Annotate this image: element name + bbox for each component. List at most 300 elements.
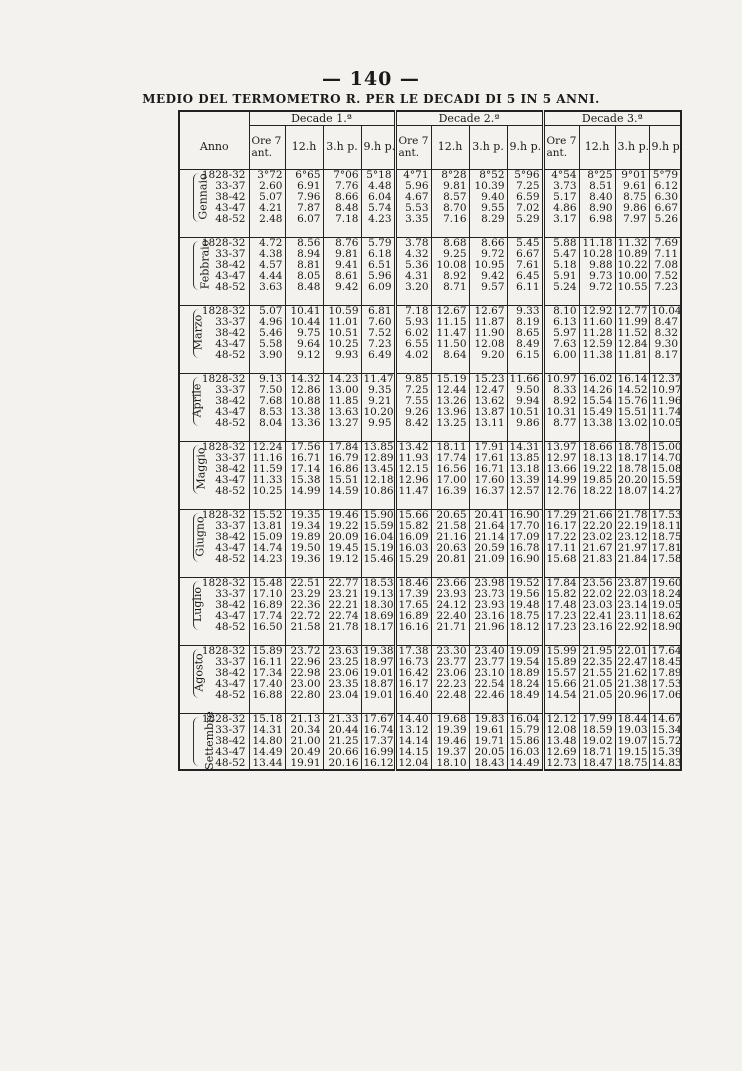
value-cell: 17.48	[543, 600, 579, 611]
value-cell: 18.17	[361, 622, 395, 633]
table-row	[179, 725, 681, 736]
value-cell: 5.17	[543, 192, 579, 203]
value-cell: 6.04	[361, 192, 395, 203]
value-cell: 15.08	[649, 464, 681, 475]
value-cell: 6.07	[285, 214, 323, 225]
table-row	[179, 713, 681, 725]
value-cell: 7.18	[323, 214, 361, 225]
value-cell: 7.08	[649, 260, 681, 271]
value-cell: 23.35	[323, 679, 361, 690]
table-row	[179, 758, 681, 770]
value-cell: 7.52	[361, 328, 395, 339]
value-cell: 17.74	[249, 611, 285, 622]
value-cell: 21.95	[579, 645, 615, 657]
value-cell: 23.30	[431, 645, 469, 657]
spacer-cell	[395, 429, 431, 442]
value-cell: 13.26	[431, 396, 469, 407]
value-cell: 13.96	[431, 407, 469, 418]
table-row	[179, 453, 681, 464]
table-row	[179, 475, 681, 486]
value-cell: 15.89	[543, 657, 579, 668]
value-cell: 6.12	[649, 181, 681, 192]
spacer-cell	[469, 361, 507, 374]
value-cell: 14.23	[323, 373, 361, 385]
table-row	[179, 736, 681, 747]
year-cell: 48-52	[215, 688, 246, 701]
spacer-cell	[395, 701, 431, 714]
value-cell: 22.54	[469, 679, 507, 690]
value-cell: 13.38	[579, 418, 615, 429]
value-cell: 21.78	[323, 622, 361, 633]
value-cell: 5.58	[249, 339, 285, 350]
spacer-cell	[469, 565, 507, 578]
value-cell: 17.37	[361, 736, 395, 747]
value-cell: 23.77	[469, 657, 507, 668]
table-row	[179, 509, 681, 521]
value-cell: 22.03	[615, 589, 649, 600]
spacer-cell	[431, 633, 469, 646]
value-cell: 6.13	[543, 317, 579, 328]
value-cell: 16.37	[469, 486, 507, 497]
value-cell: 3.90	[249, 350, 285, 361]
value-cell: 12.47	[469, 385, 507, 396]
value-cell: 23.63	[323, 645, 361, 657]
value-cell: 7.55	[395, 396, 431, 407]
value-cell: 19.39	[431, 725, 469, 736]
value-cell: 21.05	[579, 690, 615, 701]
value-cell: 19.02	[579, 736, 615, 747]
year-cell: 43-47	[215, 337, 246, 350]
value-cell: 9.73	[579, 271, 615, 282]
col-header-d1-2: 3.h p.	[323, 125, 361, 169]
value-cell: 5.07	[249, 305, 285, 317]
table-row	[179, 203, 681, 214]
value-cell: 9.93	[323, 350, 361, 361]
spacer-cell	[507, 633, 543, 646]
value-cell: 12.12	[543, 713, 579, 725]
spacer-cell	[395, 361, 431, 374]
value-cell: 19.15	[615, 747, 649, 758]
value-cell: 18.47	[579, 758, 615, 770]
value-cell: 15.72	[649, 736, 681, 747]
value-cell: 8.81	[285, 260, 323, 271]
value-cell: 12.76	[543, 486, 579, 497]
value-cell: 19.22	[323, 521, 361, 532]
col-header-d3-1: 12.h	[579, 125, 615, 169]
value-cell: 23.14	[615, 600, 649, 611]
value-cell: 18.22	[579, 486, 615, 497]
spacer-cell	[469, 293, 507, 306]
value-cell: 22.72	[285, 611, 323, 622]
value-cell: 7.23	[649, 282, 681, 293]
value-cell: 7.25	[395, 385, 431, 396]
value-cell: 11.50	[431, 339, 469, 350]
value-cell: 9.55	[469, 203, 507, 214]
value-cell: 16.74	[361, 725, 395, 736]
spacer-cell	[649, 701, 681, 714]
value-cell: 13.97	[543, 441, 579, 453]
spacer-cell	[395, 633, 431, 646]
value-cell: 9.81	[323, 249, 361, 260]
value-cell: 4°54	[543, 169, 579, 181]
value-cell: 17.58	[649, 554, 681, 565]
value-cell: 23.06	[323, 668, 361, 679]
year-cell: 43-47	[215, 745, 246, 758]
spacer-cell	[179, 633, 199, 646]
value-cell: 10.25	[323, 339, 361, 350]
value-cell: 21.78	[615, 509, 649, 521]
spacer-cell	[615, 361, 649, 374]
value-cell: 13.00	[323, 385, 361, 396]
year-cell: 38-42	[215, 734, 246, 747]
row-separator	[179, 225, 681, 238]
value-cell: 9.86	[507, 418, 543, 429]
month-label-cell	[179, 305, 205, 361]
value-cell: 22.47	[615, 657, 649, 668]
spacer-cell	[361, 293, 395, 306]
value-cell: 18.69	[361, 611, 395, 622]
value-cell: 23.98	[469, 577, 507, 589]
table-row	[179, 249, 681, 260]
month-label-cell	[179, 577, 205, 633]
value-cell: 18.43	[469, 758, 507, 770]
value-cell: 19.50	[285, 543, 323, 554]
value-cell: 20.44	[323, 725, 361, 736]
spacer-cell	[395, 225, 431, 238]
value-cell: 17.22	[543, 532, 579, 543]
spacer-cell	[615, 565, 649, 578]
table-row	[179, 554, 681, 565]
spacer-cell	[285, 293, 323, 306]
value-cell: 12.89	[361, 453, 395, 464]
value-cell: 11.99	[615, 317, 649, 328]
value-cell: 16.99	[361, 747, 395, 758]
value-cell: 7.11	[649, 249, 681, 260]
value-cell: 13.11	[469, 418, 507, 429]
spacer-cell	[199, 565, 249, 578]
value-cell: 8°52	[469, 169, 507, 181]
value-cell: 14.27	[649, 486, 681, 497]
spacer-cell	[179, 497, 199, 510]
table-row	[179, 521, 681, 532]
value-cell: 3.63	[249, 282, 285, 293]
value-cell: 14.80	[249, 736, 285, 747]
value-cell: 9.40	[469, 192, 507, 203]
table-row	[179, 657, 681, 668]
table-row	[179, 600, 681, 611]
value-cell: 16.71	[469, 464, 507, 475]
value-cell: 4.86	[543, 203, 579, 214]
value-cell: 12.67	[431, 305, 469, 317]
value-cell: 16.39	[431, 486, 469, 497]
value-cell: 15.79	[507, 725, 543, 736]
value-cell: 18.11	[649, 521, 681, 532]
value-cell: 13.25	[431, 418, 469, 429]
spacer-cell	[543, 293, 579, 306]
table-row	[179, 668, 681, 679]
value-cell: 22.98	[285, 668, 323, 679]
value-cell: 8.75	[615, 192, 649, 203]
value-cell: 8.65	[507, 328, 543, 339]
value-cell: 17.60	[469, 475, 507, 486]
value-cell: 13.85	[507, 453, 543, 464]
value-cell: 10.44	[285, 317, 323, 328]
value-cell: 22.21	[323, 600, 361, 611]
value-cell: 21.96	[469, 622, 507, 633]
value-cell: 16.03	[507, 747, 543, 758]
value-cell: 18.59	[579, 725, 615, 736]
value-cell: 12.97	[543, 453, 579, 464]
value-cell: 15.82	[395, 521, 431, 532]
spacer-cell	[323, 633, 361, 646]
year-cell: 48-52	[215, 620, 246, 633]
value-cell: 9.25	[431, 249, 469, 260]
year-cell: 43-47	[215, 541, 246, 554]
value-cell: 16.04	[361, 532, 395, 543]
value-cell: 17.11	[543, 543, 579, 554]
value-cell: 12.86	[285, 385, 323, 396]
value-cell: 16.16	[395, 622, 431, 633]
value-cell: 5.53	[395, 203, 431, 214]
row-separator	[179, 497, 681, 510]
spacer-cell	[323, 225, 361, 238]
value-cell: 18.53	[361, 577, 395, 589]
value-cell: 14.49	[507, 758, 543, 770]
table-row	[179, 328, 681, 339]
value-cell: 6.49	[361, 350, 395, 361]
value-cell: 12.92	[579, 305, 615, 317]
value-cell: 21.58	[285, 622, 323, 633]
year-cell: 38-42	[215, 326, 246, 339]
row-separator	[179, 361, 681, 374]
value-cell: 23.16	[469, 611, 507, 622]
value-cell: 15.51	[615, 407, 649, 418]
table-row	[179, 589, 681, 600]
value-cell: 9.42	[469, 271, 507, 282]
value-cell: 5.96	[361, 271, 395, 282]
spacer-cell	[199, 225, 249, 238]
spacer-cell	[285, 633, 323, 646]
value-cell: 22.02	[579, 589, 615, 600]
value-cell: 18.90	[649, 622, 681, 633]
value-cell: 21.33	[323, 713, 361, 725]
value-cell: 22.23	[431, 679, 469, 690]
value-cell: 7.63	[543, 339, 579, 350]
value-cell: 9.94	[507, 396, 543, 407]
value-cell: 14.52	[615, 385, 649, 396]
value-cell: 11.01	[323, 317, 361, 328]
value-cell: 17.29	[543, 509, 579, 521]
value-cell: 19.61	[469, 725, 507, 736]
value-cell: 18.71	[579, 747, 615, 758]
value-cell: 14.67	[649, 713, 681, 725]
value-cell: 17.65	[395, 600, 431, 611]
table-row	[179, 486, 681, 497]
year-cell: 38-42	[215, 394, 246, 407]
value-cell: 8.61	[323, 271, 361, 282]
value-cell: 19.54	[507, 657, 543, 668]
value-cell: 17.99	[579, 713, 615, 725]
spacer-cell	[615, 701, 649, 714]
value-cell: 4.96	[249, 317, 285, 328]
value-cell: 14.15	[395, 747, 431, 758]
year-cell: 43-47	[215, 201, 246, 214]
value-cell: 19.37	[431, 747, 469, 758]
table-row	[179, 645, 681, 657]
value-cell: 3.20	[395, 282, 431, 293]
spacer-cell	[361, 497, 395, 510]
decade-2-header: Decade 2.ª	[395, 111, 543, 125]
value-cell: 4.67	[395, 192, 431, 203]
value-cell: 11.87	[469, 317, 507, 328]
col-header-d2-1: 12.h	[431, 125, 469, 169]
value-cell: 10.22	[615, 260, 649, 271]
value-cell: 22.35	[579, 657, 615, 668]
value-cell: 12.18	[361, 475, 395, 486]
value-cell: 4.31	[395, 271, 431, 282]
value-cell: 17.70	[507, 521, 543, 532]
value-cell: 11.81	[615, 350, 649, 361]
month-name: Febbraio	[198, 239, 212, 290]
value-cell: 23.73	[469, 589, 507, 600]
value-cell: 23.93	[431, 589, 469, 600]
value-cell: 16.86	[323, 464, 361, 475]
value-cell: 11.15	[431, 317, 469, 328]
value-cell: 6.91	[285, 181, 323, 192]
spacer-cell	[323, 361, 361, 374]
value-cell: 9.72	[469, 249, 507, 260]
spacer-cell	[199, 429, 249, 442]
value-cell: 6.55	[395, 339, 431, 350]
value-cell: 11.32	[615, 237, 649, 249]
value-cell: 8.56	[285, 237, 323, 249]
value-cell: 14.23	[249, 554, 285, 565]
spacer-cell	[249, 361, 285, 374]
value-cell: 6.67	[649, 203, 681, 214]
year-cell: 1828-32	[199, 373, 249, 385]
value-cell: 10.51	[323, 328, 361, 339]
value-cell: 10.41	[285, 305, 323, 317]
value-cell: 15.51	[323, 475, 361, 486]
year-cell: 33-37	[215, 519, 246, 532]
spacer-cell	[249, 701, 285, 714]
spacer-cell	[179, 361, 199, 374]
value-cell: 22.41	[579, 611, 615, 622]
table-row	[179, 407, 681, 418]
spacer-cell	[431, 361, 469, 374]
value-cell: 12.73	[543, 758, 579, 770]
month-label-cell	[179, 373, 204, 429]
value-cell: 16.14	[615, 373, 649, 385]
value-cell: 19.71	[469, 736, 507, 747]
value-cell: 8.94	[285, 249, 323, 260]
value-cell: 5.79	[361, 237, 395, 249]
value-cell: 9.33	[507, 305, 543, 317]
value-cell: 23.25	[323, 657, 361, 668]
value-cell: 11.74	[649, 407, 681, 418]
spacer-cell	[579, 361, 615, 374]
value-cell: 5.46	[249, 328, 285, 339]
table-row	[179, 350, 681, 361]
spacer-cell	[199, 361, 249, 374]
brace-icon	[193, 581, 200, 630]
spacer-cell	[361, 225, 395, 238]
value-cell: 15.39	[649, 747, 681, 758]
year-cell: 33-37	[215, 723, 246, 736]
value-cell: 19.46	[323, 509, 361, 521]
table-row	[179, 317, 681, 328]
value-cell: 18.11	[431, 441, 469, 453]
value-cell: 21.62	[615, 668, 649, 679]
value-cell: 21.13	[285, 713, 323, 725]
value-cell: 13.18	[507, 464, 543, 475]
value-cell: 20.16	[323, 758, 361, 770]
decade-3-header: Decade 3.ª	[543, 111, 681, 125]
year-cell: 48-52	[215, 552, 246, 565]
value-cell: 8.71	[431, 282, 469, 293]
value-cell: 18.07	[615, 486, 649, 497]
value-cell: 13.36	[285, 418, 323, 429]
spacer-cell	[649, 293, 681, 306]
value-cell: 22.01	[615, 645, 649, 657]
value-cell: 8.76	[323, 237, 361, 249]
year-cell: 38-42	[215, 258, 246, 271]
value-cell: 23.11	[615, 611, 649, 622]
table-row	[179, 464, 681, 475]
value-cell: 19.91	[285, 758, 323, 770]
value-cell: 12.67	[469, 305, 507, 317]
spacer-cell	[323, 429, 361, 442]
spacer-cell	[361, 633, 395, 646]
spacer-cell	[649, 633, 681, 646]
brace-icon	[193, 649, 200, 698]
value-cell: 17.89	[649, 668, 681, 679]
col-header-d2-0: Ore 7 ant.	[395, 125, 431, 169]
table-row	[179, 214, 681, 225]
value-cell: 8.48	[285, 282, 323, 293]
month-label-cell	[179, 237, 212, 293]
value-cell: 10.39	[469, 181, 507, 192]
value-cell: 5°96	[507, 169, 543, 181]
value-cell: 17.53	[649, 679, 681, 690]
year-cell: 43-47	[215, 405, 246, 418]
year-cell: 33-37	[215, 451, 246, 464]
value-cell: 3.17	[543, 214, 579, 225]
value-cell: 11.52	[615, 328, 649, 339]
value-cell: 18.24	[507, 679, 543, 690]
value-cell: 15.52	[249, 509, 285, 521]
value-cell: 18.17	[615, 453, 649, 464]
spacer-cell	[507, 361, 543, 374]
value-cell: 5.96	[395, 181, 431, 192]
year-cell: 43-47	[215, 677, 246, 690]
value-cell: 19.38	[361, 645, 395, 657]
value-cell: 10.05	[649, 418, 681, 429]
value-cell: 19.35	[285, 509, 323, 521]
value-cell: 11.33	[249, 475, 285, 486]
value-cell: 21.25	[323, 736, 361, 747]
value-cell: 13.87	[469, 407, 507, 418]
value-cell: 19.68	[431, 713, 469, 725]
year-cell: 38-42	[215, 666, 246, 679]
table-row	[179, 282, 681, 293]
year-cell: 43-47	[215, 473, 246, 486]
year-cell: 38-42	[215, 190, 246, 203]
value-cell: 20.96	[615, 690, 649, 701]
value-cell: 19.34	[285, 521, 323, 532]
col-header-d1-3: 9.h p.	[361, 125, 395, 169]
value-cell: 18.12	[507, 622, 543, 633]
